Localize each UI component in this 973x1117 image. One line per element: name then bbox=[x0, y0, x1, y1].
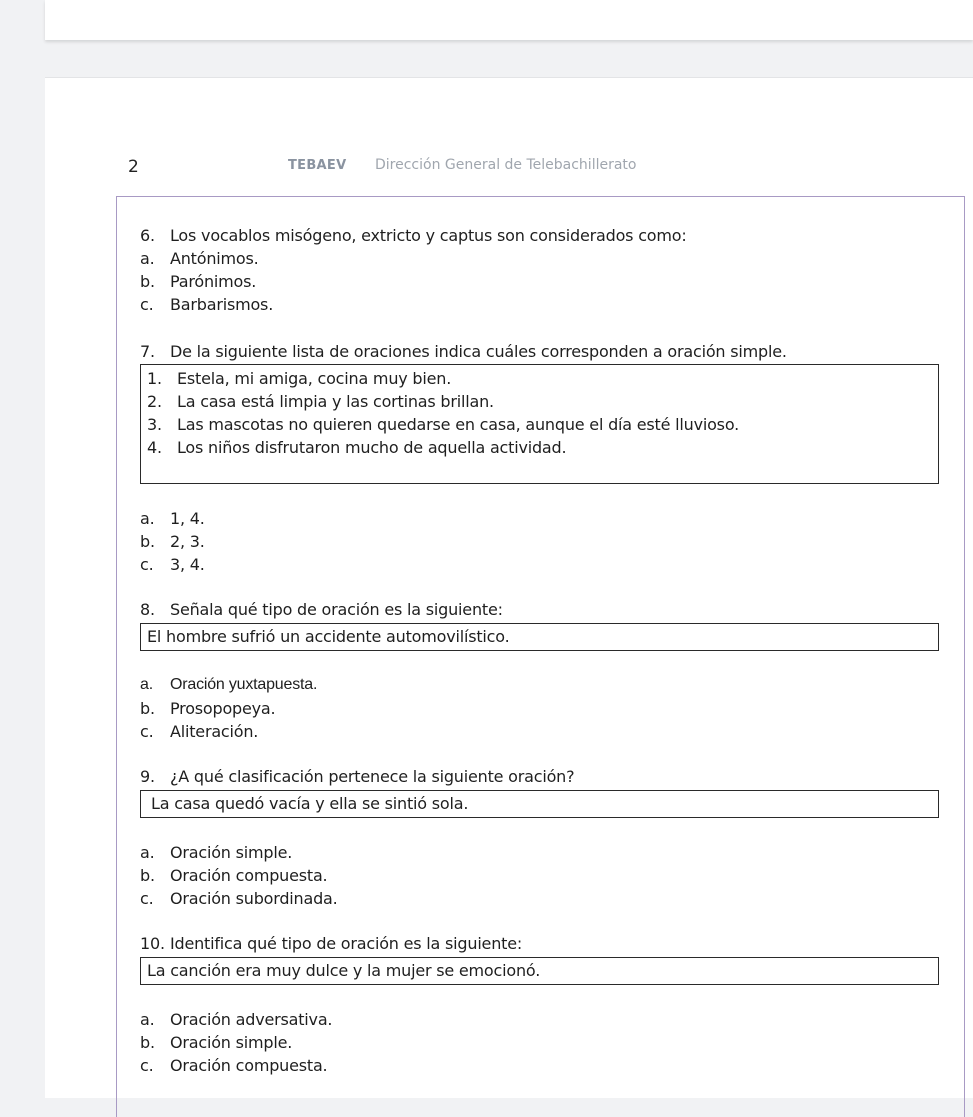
option-letter: a. bbox=[140, 1010, 155, 1029]
option-item bbox=[140, 722, 258, 741]
previous-page-bottom bbox=[45, 0, 973, 40]
header-brand: TEBAEV bbox=[288, 158, 347, 173]
question-number: 8. bbox=[140, 600, 155, 619]
option-letter: a. bbox=[140, 249, 155, 268]
question-number: 10. bbox=[140, 934, 165, 953]
sentence-box bbox=[140, 957, 939, 985]
option-text: Prosopopeya. bbox=[170, 699, 276, 718]
option-item bbox=[140, 1056, 327, 1075]
option-letter: c. bbox=[140, 555, 154, 574]
option-text: Oración yuxtapuesta. bbox=[170, 676, 318, 693]
question-6 bbox=[140, 226, 687, 245]
sentence-list-box bbox=[140, 364, 939, 484]
option-item bbox=[140, 295, 273, 314]
list-item-number: 2. bbox=[147, 392, 162, 411]
option-letter: a. bbox=[140, 843, 155, 862]
list-item-text: Estela, mi amiga, cocina muy bien. bbox=[177, 369, 452, 388]
question-number: 6. bbox=[140, 226, 155, 245]
list-item-number: 1. bbox=[147, 369, 162, 388]
question-number: 9. bbox=[140, 767, 155, 786]
list-item-text: Los niños disfrutaron mucho de aquella actividad. bbox=[177, 438, 567, 457]
sentence-box bbox=[140, 623, 939, 651]
option-letter: b. bbox=[140, 532, 155, 551]
option-letter: b. bbox=[140, 699, 155, 718]
option-item bbox=[140, 509, 205, 528]
list-item bbox=[147, 438, 566, 457]
list-item bbox=[147, 415, 739, 434]
list-item-number: 3. bbox=[147, 415, 162, 434]
header-title: Dirección General de Telebachillerato bbox=[375, 157, 637, 173]
option-text: Oración simple. bbox=[170, 843, 293, 862]
option-item bbox=[140, 1010, 332, 1029]
option-letter: c. bbox=[140, 1056, 154, 1075]
list-item-text: Las mascotas no quieren quedarse en casa, aunque el día esté lluvioso. bbox=[177, 415, 740, 434]
option-text: Oración adversativa. bbox=[170, 1010, 333, 1029]
option-text: 2, 3. bbox=[170, 532, 205, 551]
sentence-text: La canción era muy dulce y la mujer se emocionó. bbox=[147, 961, 541, 980]
option-letter: b. bbox=[140, 866, 155, 885]
list-item-number: 4. bbox=[147, 438, 162, 457]
option-letter: c. bbox=[140, 722, 154, 741]
option-text: Aliteración. bbox=[170, 722, 259, 741]
option-text: Oración simple. bbox=[170, 1033, 293, 1052]
option-item bbox=[140, 1033, 292, 1052]
sentence-box bbox=[140, 790, 939, 818]
option-text: Oración compuesta. bbox=[170, 1056, 328, 1075]
option-item bbox=[140, 843, 292, 862]
question-9 bbox=[140, 767, 574, 786]
option-text: 3, 4. bbox=[170, 555, 205, 574]
option-item bbox=[140, 272, 256, 291]
option-letter: a. bbox=[140, 676, 153, 693]
option-letter: c. bbox=[140, 889, 154, 908]
sentence-text: El hombre sufrió un accidente automovilístico. bbox=[147, 627, 510, 646]
option-letter: c. bbox=[140, 295, 154, 314]
option-item bbox=[140, 699, 275, 718]
option-text: 1, 4. bbox=[170, 509, 205, 528]
sentence-text: La casa quedó vacía y ella se sintió sola. bbox=[151, 794, 469, 813]
document-page bbox=[45, 77, 973, 1098]
option-letter: b. bbox=[140, 1033, 155, 1052]
option-letter: a. bbox=[140, 509, 155, 528]
option-item bbox=[140, 889, 338, 908]
question-8 bbox=[140, 600, 503, 619]
option-item bbox=[140, 555, 205, 574]
page-number: 2 bbox=[128, 157, 139, 177]
option-item bbox=[140, 249, 259, 268]
question-prompt: De la siguiente lista de oraciones indica cuáles corresponden a oración simple. bbox=[170, 342, 787, 361]
option-item bbox=[140, 532, 205, 551]
option-text: Oración compuesta. bbox=[170, 866, 328, 885]
question-10 bbox=[140, 934, 522, 953]
question-prompt: ¿A qué clasificación pertenece la siguiente oración? bbox=[170, 767, 575, 786]
question-prompt: Identifica qué tipo de oración es la siguiente: bbox=[170, 934, 523, 953]
option-item bbox=[140, 676, 317, 694]
question-number: 7. bbox=[140, 342, 155, 361]
option-text: Oración subordinada. bbox=[170, 889, 338, 908]
question-prompt: Los vocablos misógeno, extricto y captus son considerados como: bbox=[170, 226, 687, 245]
list-item bbox=[147, 369, 451, 388]
question-7 bbox=[140, 342, 787, 361]
option-letter: b. bbox=[140, 272, 155, 291]
option-item bbox=[140, 866, 327, 885]
list-item-text: La casa está limpia y las cortinas brillan. bbox=[177, 392, 494, 411]
option-text: Antónimos. bbox=[170, 249, 259, 268]
option-text: Parónimos. bbox=[170, 272, 257, 291]
list-item bbox=[147, 392, 494, 411]
option-text: Barbarismos. bbox=[170, 295, 274, 314]
question-prompt: Señala qué tipo de oración es la siguiente: bbox=[170, 600, 503, 619]
